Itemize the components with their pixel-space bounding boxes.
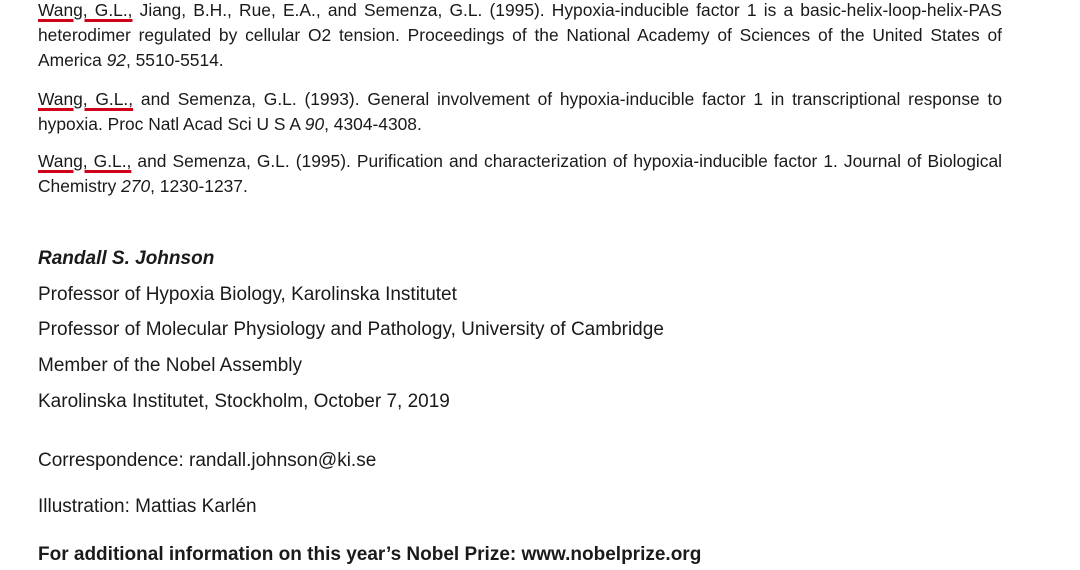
reference-pages: , 5510-5514. — [125, 50, 224, 70]
signature-name: Randall S. Johnson — [38, 248, 215, 269]
reference-author: Wang, G.L., — [38, 0, 133, 20]
reference-1 — [38, 0, 1002, 73]
reference-text: Jiang, B.H., Rue, E.A., and Semenza, G.L. (1995). Hypoxia-inducible factor 1 is a basic-helix-loop-helix-PAS heterodimer regulated by cellular O2 tension. Proceedings of the National Academy of Sciences of the United States of America — [38, 0, 1002, 70]
signature-title-1: Professor of Hypoxia Biology, Karolinska Institutet — [38, 284, 457, 305]
reference-author: Wang, G.L., — [38, 151, 132, 171]
correspondence-text: Correspondence: randall.johnson@ki.se — [38, 450, 377, 471]
reference-pages: , 4304-4308. — [324, 114, 422, 134]
signature-title-2: Professor of Molecular Physiology and Pathology, University of Cambridge — [38, 319, 664, 340]
reference-3 — [38, 149, 1002, 199]
illustration-credit: Illustration: Mattias Karlén — [38, 496, 257, 517]
reference-author: Wang, G.L., — [38, 89, 134, 109]
reference-text: and Semenza, G.L. (1993). General involvement of hypoxia-inducible factor 1 in transcriptional response to hypoxia. Proc Natl Acad Sci U S A — [38, 89, 1002, 134]
reference-volume: 92 — [106, 50, 126, 70]
reference-volume: 270 — [121, 176, 151, 196]
reference-text: and Semenza, G.L. (1995). Purification and characterization of hypoxia-inducible factor 1. Journal of Biological Chemistry — [38, 151, 1002, 196]
reference-volume: 90 — [304, 114, 325, 134]
reference-2 — [38, 87, 1002, 137]
more-info-text: For additional information on this year’s Nobel Prize: www.nobelprize.org — [38, 544, 702, 565]
reference-pages: , 1230-1237. — [150, 176, 248, 196]
signature-place-date: Karolinska Institutet, Stockholm, October 7, 2019 — [38, 391, 450, 412]
signature-title-3: Member of the Nobel Assembly — [38, 355, 303, 376]
